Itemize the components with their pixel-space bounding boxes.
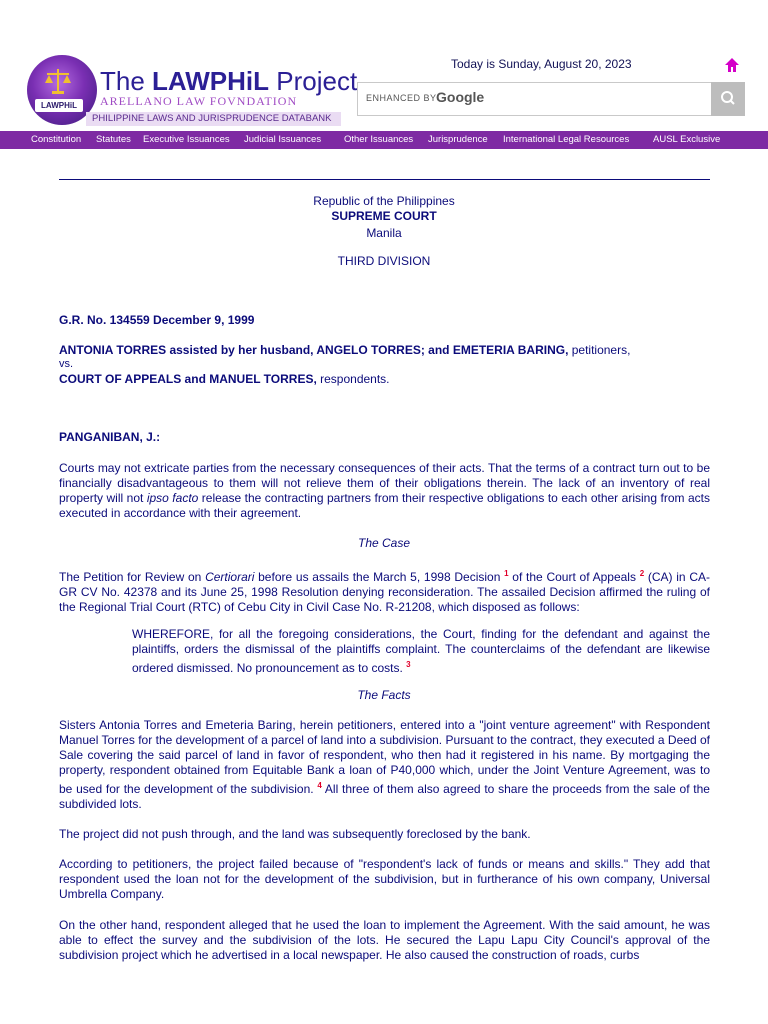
- site-header: [0, 0, 768, 150]
- nav-other-issuances[interactable]: Other Issuances: [344, 134, 414, 145]
- site-subtitle: ARELLANO LAW FOVNDATION: [100, 94, 298, 108]
- main-nav: [0, 131, 768, 149]
- footnote-link[interactable]: 1: [504, 569, 509, 578]
- the-facts-heading: The Facts: [357, 688, 411, 702]
- databank-label: PHILIPPINE LAWS AND JURISPRUDENCE DATABANK: [92, 113, 332, 124]
- search-button[interactable]: [711, 82, 745, 116]
- the-case-heading: The Case: [357, 536, 411, 550]
- footnote-link[interactable]: 2: [639, 569, 645, 578]
- city-line: Manila: [366, 226, 402, 240]
- versus-line: vs.: [59, 358, 74, 370]
- divider: [59, 179, 710, 180]
- petitioners-line: ANTONIA TORRES assisted by her husband, ANGELO TORRES; and EMETERIA BARING, petitioners,: [59, 343, 631, 357]
- nav-executive-issuances[interactable]: Executive Issuances: [143, 134, 230, 145]
- site-brand-title[interactable]: The LAWPHiL Project: [100, 66, 358, 96]
- facts-paragraph-4: On the other hand, respondent alleged that he used the loan to implement the Agreement. With the said amount, he was able to effect the survey and the subdivision of the lots. He secured the Lapu Lapu City Council's approval of the subdivision project which he advertised in a local newspaper. He also caused the construction of roads, curbs: [59, 918, 710, 962]
- republic-line: Republic of the Philippines: [313, 194, 455, 208]
- supreme-court-heading: SUPREME COURT: [331, 209, 437, 223]
- nav-international-legal-resources[interactable]: International Legal Resources: [503, 134, 630, 145]
- footnote-link[interactable]: 4: [317, 781, 322, 790]
- search-icon: [711, 82, 745, 116]
- ponente: PANGANIBAN, J.:: [59, 430, 161, 444]
- nav-judicial-issuances[interactable]: Judicial Issuances: [244, 134, 322, 145]
- nav-jurisprudence[interactable]: Jurisprudence: [428, 134, 488, 145]
- nav-ausl-exclusive[interactable]: AUSL Exclusive: [653, 134, 721, 145]
- facts-paragraph-3: According to petitioners, the project failed because of "respondent's lack of funds or means and skills." They add that respondent used the loan not for the development of the subdivision, but in furtherance of his own company, Universal Umbrella Company.: [59, 857, 710, 901]
- search-input[interactable]: [357, 82, 711, 116]
- current-date: Today is Sunday, August 20, 2023: [451, 57, 632, 71]
- case-paragraph: The Petition for Review on Certiorari before us assails the March 5, 1998 Decision $^1$ of the Court of Appeals $^2$ (CA) in CA-GR CV No. 42378 and its June 25, 1998 Resolution denying reconsideration. The assailed Decision affirmed the ruling of the Regional Trial Court (RTC) of Cebu City in Civil Case No. R-21208, which disposed as follows:: [59, 569, 710, 614]
- home-icon[interactable]: [724, 57, 740, 73]
- respondents-line: COURT OF APPEALS and MANUEL TORRES, respondents.: [59, 372, 390, 386]
- facts-paragraph-2: The project did not push through, and the land was subsequently foreclosed by the bank.: [59, 827, 531, 841]
- nav-statutes[interactable]: Statutes: [96, 134, 131, 145]
- search-enhanced-label: ENHANCED BY: [366, 93, 437, 103]
- case-number: G.R. No. 134559 December 9, 1999: [59, 313, 255, 327]
- intro-paragraph: Courts may not extricate parties from the necessary consequences of their acts. That the terms of a contract turn out to be financially disadvantageous to them will not relieve them of their obligations therein. The lack of an inventory of real property will not ipso facto release the contracting partners from their respective obligations to each other arising from acts executed in accordance with their agreement.: [59, 461, 710, 520]
- dispositive-quote: WHEREFORE, for all the foregoing considerations, the Court, finding for the defendant and against the plaintiffs, orders the dismissal of the plaintiffs complaint. The counterclaims of the defendant are likewise ordered dismissed. No pronouncement as to costs. $^3$: [132, 627, 710, 675]
- scales-of-justice-icon: [43, 67, 73, 95]
- facts-paragraph-1: Sisters Antonia Torres and Emeteria Baring, herein petitioners, entered into a "joint venture agreement" with Respondent Manuel Torres for the development of a parcel of land into a subdivision. Pursuant to the contract, they executed a Deed of Sale covering the said parcel of land in favor of respondent, who then had it registered in his name. By mortgaging the property, respondent obtained from Equitable Bank a loan of P40,000 which, under the Joint Venture Agreement, was to be used for the development of the subdivision. $^4$ All three of them also agreed to share the proceeds from the sale of the subdivided lots.: [59, 718, 710, 811]
- division-heading: THIRD DIVISION: [337, 254, 431, 268]
- footnote-link[interactable]: 3: [406, 660, 411, 669]
- google-wordmark: Google: [436, 89, 485, 105]
- nav-constitution[interactable]: Constitution: [31, 134, 82, 145]
- logo-tag: LAWPHiL: [35, 99, 83, 112]
